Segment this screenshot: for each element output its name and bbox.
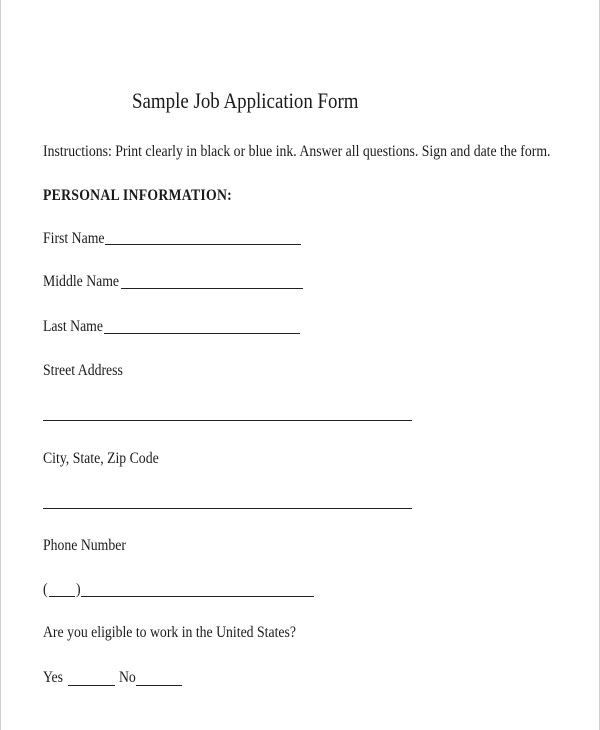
no-label: No: [119, 669, 136, 686]
city-state-zip-label: City, State, Zip Code: [43, 450, 159, 467]
phone-area-close-paren: ): [76, 581, 81, 598]
instructions-text: Instructions: Print clearly in black or blue ink. Answer all questions. Sign and date the form.: [43, 143, 551, 160]
city-state-zip-field[interactable]: [43, 508, 412, 509]
first-name-label: First Name: [43, 230, 105, 247]
street-address-label: Street Address: [43, 362, 123, 379]
middle-name-label: Middle Name: [43, 273, 120, 290]
eligibility-question: Are you eligible to work in the United States?: [43, 624, 296, 641]
middle-name-field[interactable]: [121, 288, 303, 289]
form-title: Sample Job Application Form: [132, 88, 359, 113]
phone-number-label: Phone Number: [43, 537, 126, 554]
phone-area-code-field[interactable]: [49, 596, 75, 597]
last-name-label: Last Name: [43, 318, 103, 335]
first-name-field[interactable]: [105, 244, 301, 245]
street-address-field[interactable]: [43, 420, 412, 421]
yes-field[interactable]: [68, 685, 115, 686]
section-heading-personal-information: PERSONAL INFORMATION:: [43, 187, 233, 204]
phone-number-field[interactable]: [81, 596, 314, 597]
phone-area-open-paren: (: [43, 581, 48, 598]
no-field[interactable]: [136, 685, 182, 686]
yes-label: Yes: [43, 669, 64, 686]
last-name-field[interactable]: [104, 333, 300, 334]
